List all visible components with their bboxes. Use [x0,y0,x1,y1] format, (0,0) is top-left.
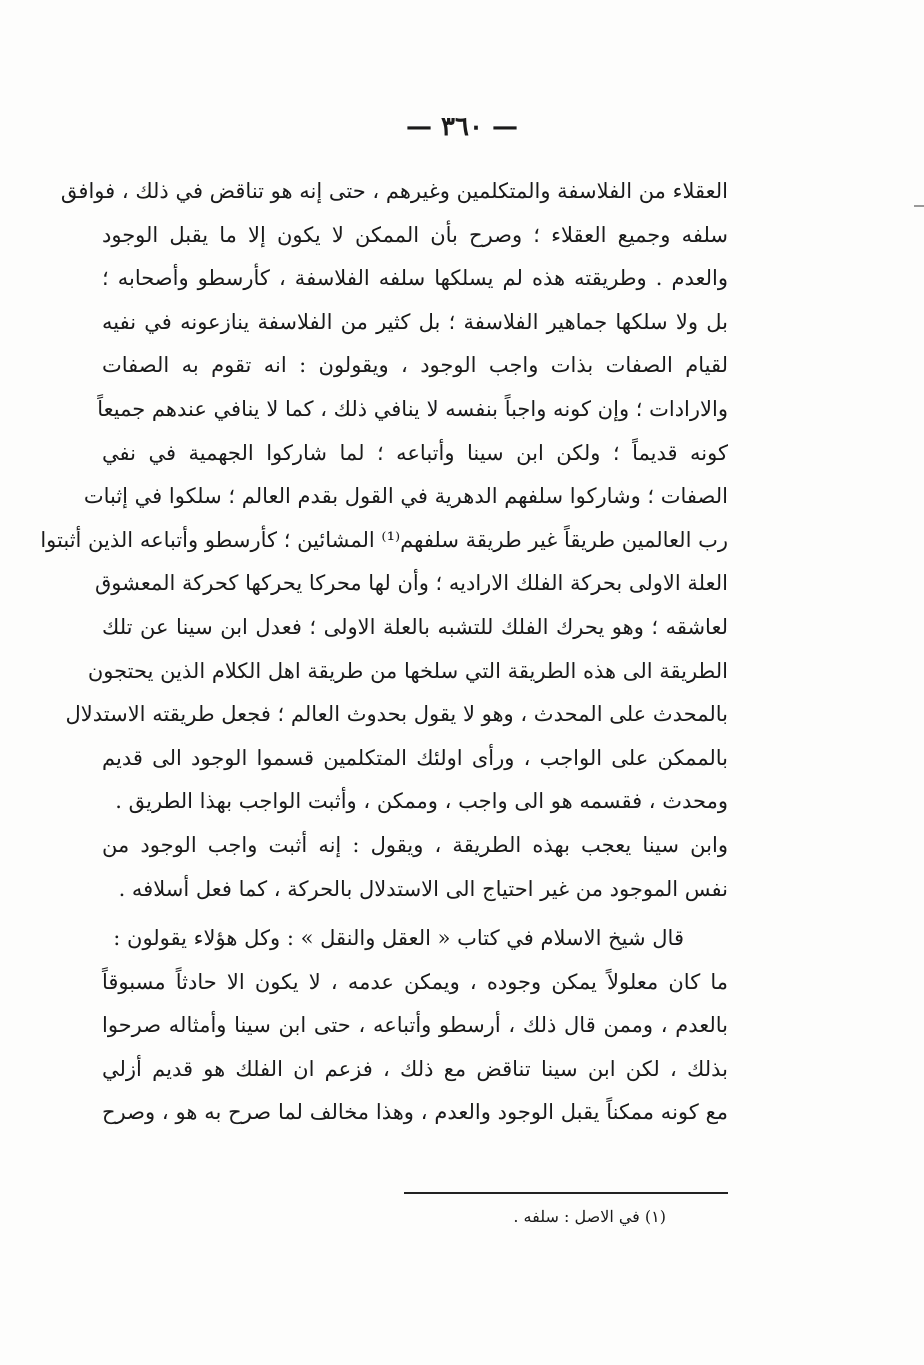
text-line: كونه قديماً ؛ ولكن ابن سينا وأتباعه ؛ لما شاركوا الجهمية في نفي [102,440,728,465]
text-line: نفس الموجود من غير احتياج الى الاستدلال بالحركة ، كما فعل أسلافه . [118,876,728,901]
scan-edge-mark [914,205,924,207]
text-line: مع كونه ممكناً يقبل الوجود والعدم ، وهذا مخالف لما صرح به هو ، وصرح [102,1100,728,1125]
text-line: العقلاء من الفلاسفة والمتكلمين وغيرهم ، حتى إنه هو تناقض في ذلك ، فوافق [60,179,728,203]
text-line: العلة الاولى بحركة الفلك الاراديه ؛ وأن لها محركا يحركها كحركة المعشوق [94,571,728,596]
text-line: الطريقة الى هذه الطريقة التي سلخها من طريقة اهل الكلام الذين يحتجون [87,658,728,683]
text-line: بذلك ، لكن ابن سينا تناقض مع ذلك ، فزعم ان الفلك هو قديم أزلي [102,1056,728,1081]
text-line: ما كان معلولاً يمكن وجوده ، ويمكن عدمه ، لا يكون الا حادثاً مسبوقاً [102,969,728,994]
footnote: (١) في الاصل : سلفه . [513,1207,666,1226]
text-line: والعدم . وطريقته هذه لم يسلكها سلفه الفلاسفة ، كأرسطو وأصحابه ؛ [102,266,728,291]
body-text [40,170,728,1135]
text-line: قال شيخ الاسلام في كتاب « العقل والنقل » : وكل هؤلاء يقولون : [113,926,684,951]
text-line: بالممكن على الواجب ، ورأى اولئك المتكلمين قسموا الوجود الى قديم [102,745,728,770]
text-line: والارادات ؛ وإن كونه واجباً بنفسه لا ينافي ذلك ، كما لا ينافي عندهم جميعاً [97,396,728,421]
text-line: رب العالمين طريقاً غير طريقة سلفهم⁽¹⁾ المشائين ؛ كأرسطو وأتباعه الذين أثبتوا [40,527,728,552]
footnote-divider [404,1192,728,1194]
text-line: بل ولا سلكها جماهير الفلاسفة ؛ بل كثير من الفلاسفة ينازعونه في نفيه [102,309,728,334]
text-line: ومحدث ، فقسمه هو الى واجب ، وممكن ، وأثبت الواجب بهذا الطريق . [115,789,728,814]
text-line: بالعدم ، وممن قال ذلك ، أرسطو وأتباعه ، حتى ابن سينا وأمثاله صرحوا [102,1013,728,1038]
text-line: الصفات ؛ وشاركوا سلفهم الدهرية في القول بقدم العالم ؛ سلكوا في إثبات [83,484,728,509]
text-line: سلفه وجميع العقلاء ؛ وصرح بأن الممكن لا يكون إلا ما يقبل الوجود [102,222,728,247]
text-line: لقيام الصفات بذات واجب الوجود ، ويقولون : انه تقوم به الصفات [102,353,728,378]
text-line: لعاشقه ؛ وهو يحرك الفلك للتشبه بالعلة الاولى ؛ فعدل ابن سينا عن تلك [102,614,728,639]
text-line: بالمحدث على المحدث ، وهو لا يقول بحدوث العالم ؛ فجعل طريقته الاستدلال [65,702,728,727]
text-line: وابن سينا يعجب بهذه الطريقة ، ويقول : إنه أثبت واجب الوجود من [102,832,728,857]
page-number: — ٣٦٠ — [405,112,519,142]
